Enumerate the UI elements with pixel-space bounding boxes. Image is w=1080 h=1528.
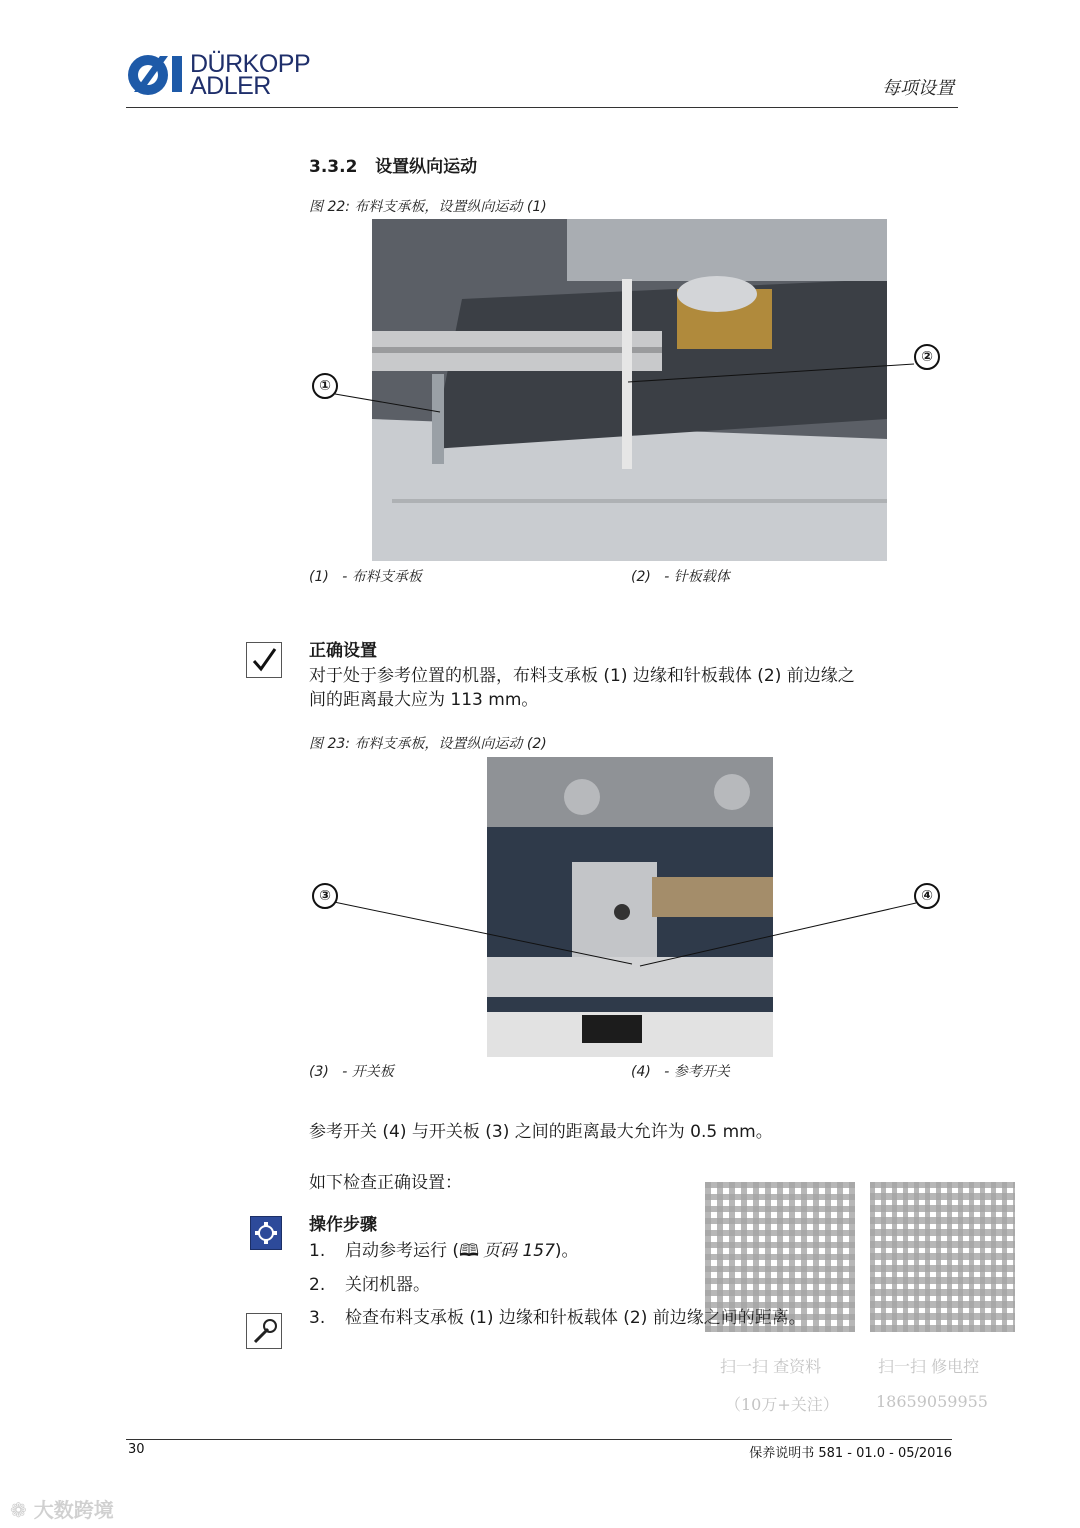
figure23-legend-3 xyxy=(309,1061,394,1081)
watermark-left-line2: （10万+关注） xyxy=(725,1395,839,1414)
procedure-icon xyxy=(250,1216,282,1250)
step-text-tail: )。 xyxy=(554,1241,579,1261)
distance-text: 参考开关 (4) 与开关板 (3) 之间的距离最大允许为 0.5 mm。 xyxy=(309,1122,773,1142)
figure23-caption: 图 23: 布料支承板，设置纵向运动 (2) xyxy=(309,736,547,752)
section-title: 设置纵向运动 xyxy=(375,157,478,177)
legend-num: (4) xyxy=(631,1064,651,1080)
correct-setting-text-line1: 对于处于参考位置的机器，布料支承板 (1) 边缘和针板载体 (2) 前边缘之 xyxy=(309,666,855,686)
page-reference-link[interactable]: 页码 157 xyxy=(483,1241,555,1261)
wrench-icon xyxy=(246,1313,282,1349)
check-intro: 如下检查正确设置： xyxy=(309,1173,462,1193)
step-number: 2. xyxy=(309,1275,326,1295)
step-text: 检查布料支承板 (1) 边缘和针板载体 (2) 前边缘之间的距离。 xyxy=(345,1308,806,1328)
step-2 xyxy=(309,1273,430,1297)
corner-watermark-icon: ❁ xyxy=(10,1498,27,1522)
legend-text: - 开关板 xyxy=(342,1064,394,1080)
figure22-caption: 图 22: 布料支承板，设置纵向运动 (1) xyxy=(309,199,547,215)
watermark-right-line1: 扫一扫 修电控 xyxy=(878,1357,980,1376)
step-text: 启动参考运行 ( xyxy=(345,1241,460,1261)
section-number: 3.3.2 xyxy=(309,157,358,177)
step-1 xyxy=(309,1239,579,1263)
legend-text: - 参考开关 xyxy=(664,1064,730,1080)
book-icon: 🕮 xyxy=(459,1241,480,1261)
correct-setting-heading: 正确设置 xyxy=(309,641,377,661)
watermark-right-line2: 18659059955 xyxy=(876,1392,988,1411)
qr-code-left xyxy=(705,1182,855,1332)
corner-watermark xyxy=(10,1494,114,1523)
step-number: 3. xyxy=(309,1308,326,1328)
footer-page-number: 30 xyxy=(128,1442,145,1457)
figure23-legend-4 xyxy=(631,1061,730,1081)
step-number: 1. xyxy=(309,1241,326,1261)
corner-watermark-text: 大数跨境 xyxy=(33,1498,114,1522)
correct-setting-text-line2: 间的距离最大应为 113 mm。 xyxy=(309,690,539,710)
legend-num: (3) xyxy=(309,1064,329,1080)
figure22-callout-2: ② xyxy=(914,344,940,370)
legend-text: - 针板载体 xyxy=(664,569,730,585)
footer-doc-ref: 保养说明书 581 - 01.0 - 05/2016 xyxy=(749,1446,952,1461)
steps-heading: 操作步骤 xyxy=(309,1215,377,1235)
figure22-callout-1: ① xyxy=(312,373,338,399)
legend-num: (2) xyxy=(631,569,651,585)
brand-name-line1: DÜRKOPP xyxy=(190,50,311,78)
brand-name-line2: ADLER xyxy=(190,72,271,100)
watermark-left-line1: 扫一扫 查资料 xyxy=(720,1357,822,1376)
header-section-title: 每项设置 xyxy=(882,78,954,99)
footer-rule xyxy=(126,1439,952,1440)
figure23-callout-3: ③ xyxy=(312,883,338,909)
legend-num: (1) xyxy=(309,569,329,585)
figure23-callout-4: ④ xyxy=(914,883,940,909)
qr-code-right xyxy=(870,1182,1015,1332)
legend-text: - 布料支承板 xyxy=(342,569,422,585)
step-text: 关闭机器。 xyxy=(345,1275,430,1295)
